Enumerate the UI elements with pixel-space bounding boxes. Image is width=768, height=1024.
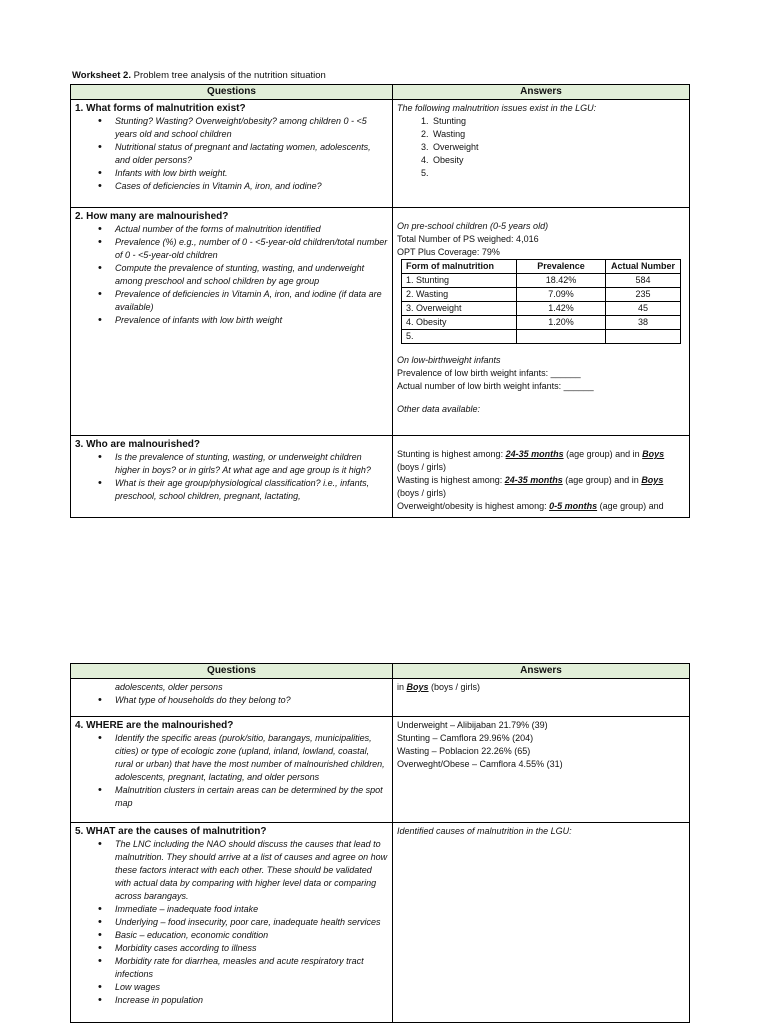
question-bullets-1 [75,115,388,193]
list-item: 4. Obesity [431,154,685,167]
lbw-actual: Actual number of low birth weight infants: ______ [397,381,594,391]
question-row-1 [71,100,690,208]
other-data: Other data available: [397,404,481,414]
prevalence-table [401,259,681,344]
question-row-5 [71,823,690,1023]
bullet-item: • Prevalence of infants with low birth weight [115,314,388,327]
continued-answer [397,681,685,694]
answer-intro-1: The following malnutrition issues exist in the LGU: [397,103,597,113]
bullet-item: • Prevalence (%) e.g., number of 0 - <5-year-old children/total number of 0 - <5-year-old children [115,236,388,262]
stunting-sex-options: (boys / girls) [397,462,447,472]
age-group-value: 0-5 months [549,501,598,511]
table-cell: 7.09% [517,288,606,302]
wasting-answer [397,474,685,487]
table-cell: 3. Overweight [402,302,517,316]
answer-text: (boys / girls) [428,682,481,692]
causes-answer: Identified causes of malnutrition in the LGU: [397,826,572,836]
question-row-3 [71,436,690,518]
answer-cell-3-continued [393,679,690,717]
opt-coverage: OPT Plus Coverage: 79% [397,247,500,257]
lbw-prevalence: Prevalence of low birth weight infants: ______ [397,368,581,378]
answers-header: Answers [393,85,690,100]
list-item: 2. Wasting [431,128,685,141]
question-row-2 [71,208,690,436]
questions-header: Questions [71,664,393,679]
table-row [402,288,681,302]
location-answer: Underweight – Alibijaban 21.79% (39) [397,720,548,730]
bullet-item: • Infants with low birth weight. [115,167,388,180]
bullet-item: • Increase in population [115,994,388,1007]
table-cell: 1.42% [517,302,606,316]
lbw-intro: On low-birthweight infants [397,355,501,365]
worksheet-table-page2 [70,663,690,1023]
bullet-item: • Basic – education, economic condition [115,929,388,942]
question-title-3: 3. Who are malnourished? [75,439,201,450]
caption-text: Problem tree analysis of the nutrition situation [130,70,326,81]
question-title-1: 1. What forms of malnutrition exist? [75,103,246,114]
table-cell [606,330,681,344]
question-cell-4 [71,717,393,823]
question-row-3-continued [71,679,690,717]
question-bullets-4 [75,732,388,810]
worksheet-caption [72,70,326,81]
sex-value: Boys [642,449,665,459]
question-cell-3 [71,436,393,518]
continued-text: adolescents, older persons [115,682,223,692]
table-cell: 584 [606,274,681,288]
sex-value: Boys [641,475,664,485]
bullet-item: • Nutritional status of pregnant and lactating women, adolescents, and older persons? [115,141,388,167]
bullet-item: • Immediate – inadequate food intake [115,903,388,916]
answer-text: in [397,682,407,692]
table-cell: 5. [402,330,517,344]
worksheet-table-page1 [70,84,690,518]
bullet-item: • Actual number of the forms of malnutrition identified [115,223,388,236]
table-cell: 4. Obesity [402,316,517,330]
bullet-item: • Morbidity cases according to illness [115,942,388,955]
bullet-item: • Cases of deficiencies in Vitamin A, iron, and iodine? [115,180,388,193]
age-group-value: 24-35 months [504,475,563,485]
stunting-answer [397,448,685,461]
question-bullets-3-continued [75,694,388,707]
question-bullets-5 [75,838,388,1007]
answer-text: Wasting is highest among: [397,475,505,485]
table-row [402,330,681,344]
answer-text: (age group) and in [563,449,643,459]
age-group-value: 24-35 months [505,449,564,459]
answer-cell-2 [393,208,690,436]
list-item: 1. Stunting [431,115,685,128]
bullet-item: • Stunting? Wasting? Overweight/obesity? among children 0 - <5 years old and school children [115,115,388,141]
answer-cell-1 [393,100,690,208]
question-cell-3-continued [71,679,393,717]
bullet-item: • Morbidity rate for diarrhea, measles and acute respiratory tract infections [115,955,388,981]
sex-value: Boys [406,682,429,692]
table-row [402,316,681,330]
bullet-item: • Prevalence of deficiencies in Vitamin A, iron, and iodine (if data are available) [115,288,388,314]
answer-cell-3 [393,436,690,518]
bullet-item: • Is the prevalence of stunting, wasting, or underweight children higher in boys? or in girls? At what age and age group is it high? [115,451,388,477]
table-cell: 235 [606,288,681,302]
bullet-item: • The LNC including the NAO should discuss the causes that lead to malnutrition. They should arrive at a list of causes and agree on how these factors interact with each other. These should be validated with actual data by comparing with higher level data or comparing across barangays. [115,838,388,903]
answers-header: Answers [393,664,690,679]
bullet-item: • Malnutrition clusters in certain areas can be determined by the spot map [115,784,388,810]
question-cell-1 [71,100,393,208]
bullet-item: • Underlying – food insecurity, poor care, inadequate health services [115,916,388,929]
caption-label: Worksheet 2. [72,70,131,81]
question-row-4 [71,717,690,823]
answer-text: (age group) and in [562,475,642,485]
location-answer: Stunting – Camflora 29.96% (204) [397,733,534,743]
bullet-item: • Low wages [115,981,388,994]
preschool-intro: On pre-school children (0-5 years old) [397,221,549,231]
bullet-item: • What is their age group/physiological classification? i.e., infants, preschool, school children, pregnant, lactating, [115,477,388,503]
list-item [431,167,685,180]
wasting-sex-options: (boys / girls) [397,488,447,498]
location-answer: Wasting – Poblacion 22.26% (65) [397,746,531,756]
table-cell: 18.42% [517,274,606,288]
question-title-4: 4. WHERE are the malnourished? [75,720,234,731]
answer-text: Stunting is highest among: [397,449,506,459]
table-cell: 38 [606,316,681,330]
answer-text: Overweight/obesity is highest among: [397,501,550,511]
bullet-item: • What type of households do they belong to? [115,694,388,707]
answer-cell-4 [393,717,690,823]
question-title-2: 2. How many are malnourished? [75,211,229,222]
answer-cell-5 [393,823,690,1023]
table-row [402,274,681,288]
answer-text: (age group) and [597,501,664,511]
column-header: Form of malnutrition [402,260,517,274]
column-header: Prevalence [517,260,606,274]
table-cell: 2. Wasting [402,288,517,302]
table-cell: 1.20% [517,316,606,330]
table-cell [517,330,606,344]
question-cell-2 [71,208,393,436]
question-bullets-3 [75,451,388,503]
questions-header: Questions [71,85,393,100]
location-answer: Overweght/Obese – Camflora 4.55% (31) [397,759,563,769]
question-bullets-2 [75,223,388,327]
list-item: 3. Overweight [431,141,685,154]
overweight-answer [397,500,685,513]
question-title-5: 5. WHAT are the causes of malnutrition? [75,826,267,837]
malnutrition-issues-list [397,115,685,180]
bullet-item: • Identify the specific areas (purok/sitio, barangays, municipalities, cities) or type of ecologic zone (upland, inland, lowland, coastal, rural or urban) that have the most number of malnourished children, adolescents, pregnant, lactating, and older persons [115,732,388,784]
table-row [402,302,681,316]
question-cell-5 [71,823,393,1023]
table-cell: 45 [606,302,681,316]
table-cell: 1. Stunting [402,274,517,288]
total-weighed: Total Number of PS weighed: 4,016 [397,234,539,244]
bullet-item: • Compute the prevalence of stunting, wasting, and underweight among preschool and school children by age group [115,262,388,288]
column-header: Actual Number [606,260,681,274]
